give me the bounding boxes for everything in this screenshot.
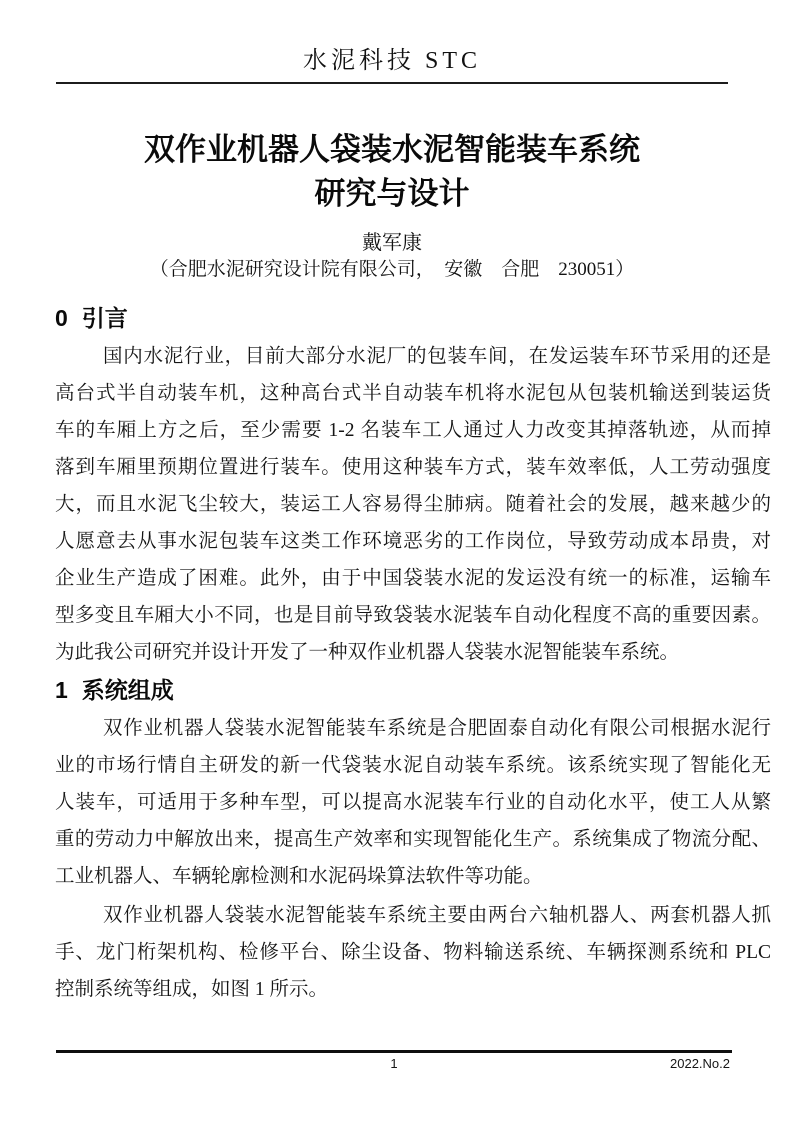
text-line: 高台式半自动装车机，这种高台式半自动装车机将水泥包从包装机输送到装运货 (55, 383, 771, 404)
text-line: 手、龙门桁架机构、检修平台、除尘设备、物料输送系统、车辆探测系统和 PLC (55, 942, 771, 963)
header-rule (56, 82, 728, 84)
text-line: 为此我公司研究并设计开发了一种双作业机器人袋装水泥智能装车系统。 (55, 642, 680, 663)
author-affiliation: （合肥水泥研究设计院有限公司， 安徽 合肥 230051） (149, 259, 635, 280)
section-number: 0 (55, 305, 68, 331)
intro-paragraph (55, 338, 771, 671)
issue-label: 2022.No.2 (670, 1056, 730, 1071)
text-line: 业的市场行情自主研发的新一代袋装水泥自动装车系统。该系统实现了智能化无 (55, 755, 771, 776)
journal-title: 水泥科技 STC (302, 48, 481, 74)
text-line: 双作业机器人袋装水泥智能装车系统是合肥固泰自动化有限公司根据水泥行 (103, 718, 771, 739)
system-paragraph-2 (55, 897, 771, 1008)
article-title-line2: 研究与设计 (314, 176, 470, 211)
text-line: 大，而且水泥飞尘较大，装运工人容易得尘肺病。随着社会的发展，越来越少的 (55, 494, 771, 515)
section-heading-system-composition (55, 672, 771, 708)
text-line: 人愿意去从事水泥包装车这类工作环境恶劣的工作岗位，导致劳动成本昂贵，对 (55, 531, 771, 552)
author-name: 戴军康 (362, 232, 422, 254)
journal-header (56, 0, 728, 76)
text-line: 国内水泥行业，目前大部分水泥厂的包装车间，在发运装车环节采用的还是 (103, 346, 771, 367)
footer-rule (56, 1050, 732, 1053)
text-line: 落到车厢里预期位置进行装车。使用这种装车方式，装车效率低，人工劳动强度 (55, 457, 771, 478)
section-title: 引言 (81, 305, 128, 331)
text-line: 工业机器人、车辆轮廓检测和水泥码垛算法软件等功能。 (55, 866, 543, 887)
text-line: 控制系统等组成，如图 1 所示。 (55, 979, 329, 1000)
text-line: 重的劳动力中解放出来，提高生产效率和实现智能化生产。系统集成了物流分配、 (55, 829, 771, 850)
text-line: 人装车，可适用于多种车型，可以提高水泥装车行业的自动化水平，使工人从繁 (55, 792, 771, 813)
page-footer (56, 1050, 732, 1075)
system-paragraph-1 (55, 710, 771, 895)
article-title (56, 128, 728, 216)
text-line: 型多变且车厢大小不同，也是目前导致袋装水泥装车自动化程度不高的重要因素。 (55, 605, 771, 626)
section-title: 系统组成 (81, 677, 174, 703)
section-heading-introduction (55, 300, 771, 336)
page-number: 1 (390, 1056, 398, 1071)
text-line: 双作业机器人袋装水泥智能装车系统主要由两台六轴机器人、两套机器人抓 (103, 905, 771, 926)
article-title-line1: 双作业机器人袋装水泥智能装车系统 (144, 132, 640, 167)
section-number: 1 (55, 677, 68, 703)
text-line: 企业生产造成了困难。此外，由于中国袋装水泥的发运没有统一的标准，运输车 (55, 568, 771, 589)
text-line: 车的车厢上方之后，至少需要 1-2 名装车工人通过人力改变其掉落轨迹，从而掉 (55, 420, 771, 441)
footer-row (56, 1055, 732, 1075)
